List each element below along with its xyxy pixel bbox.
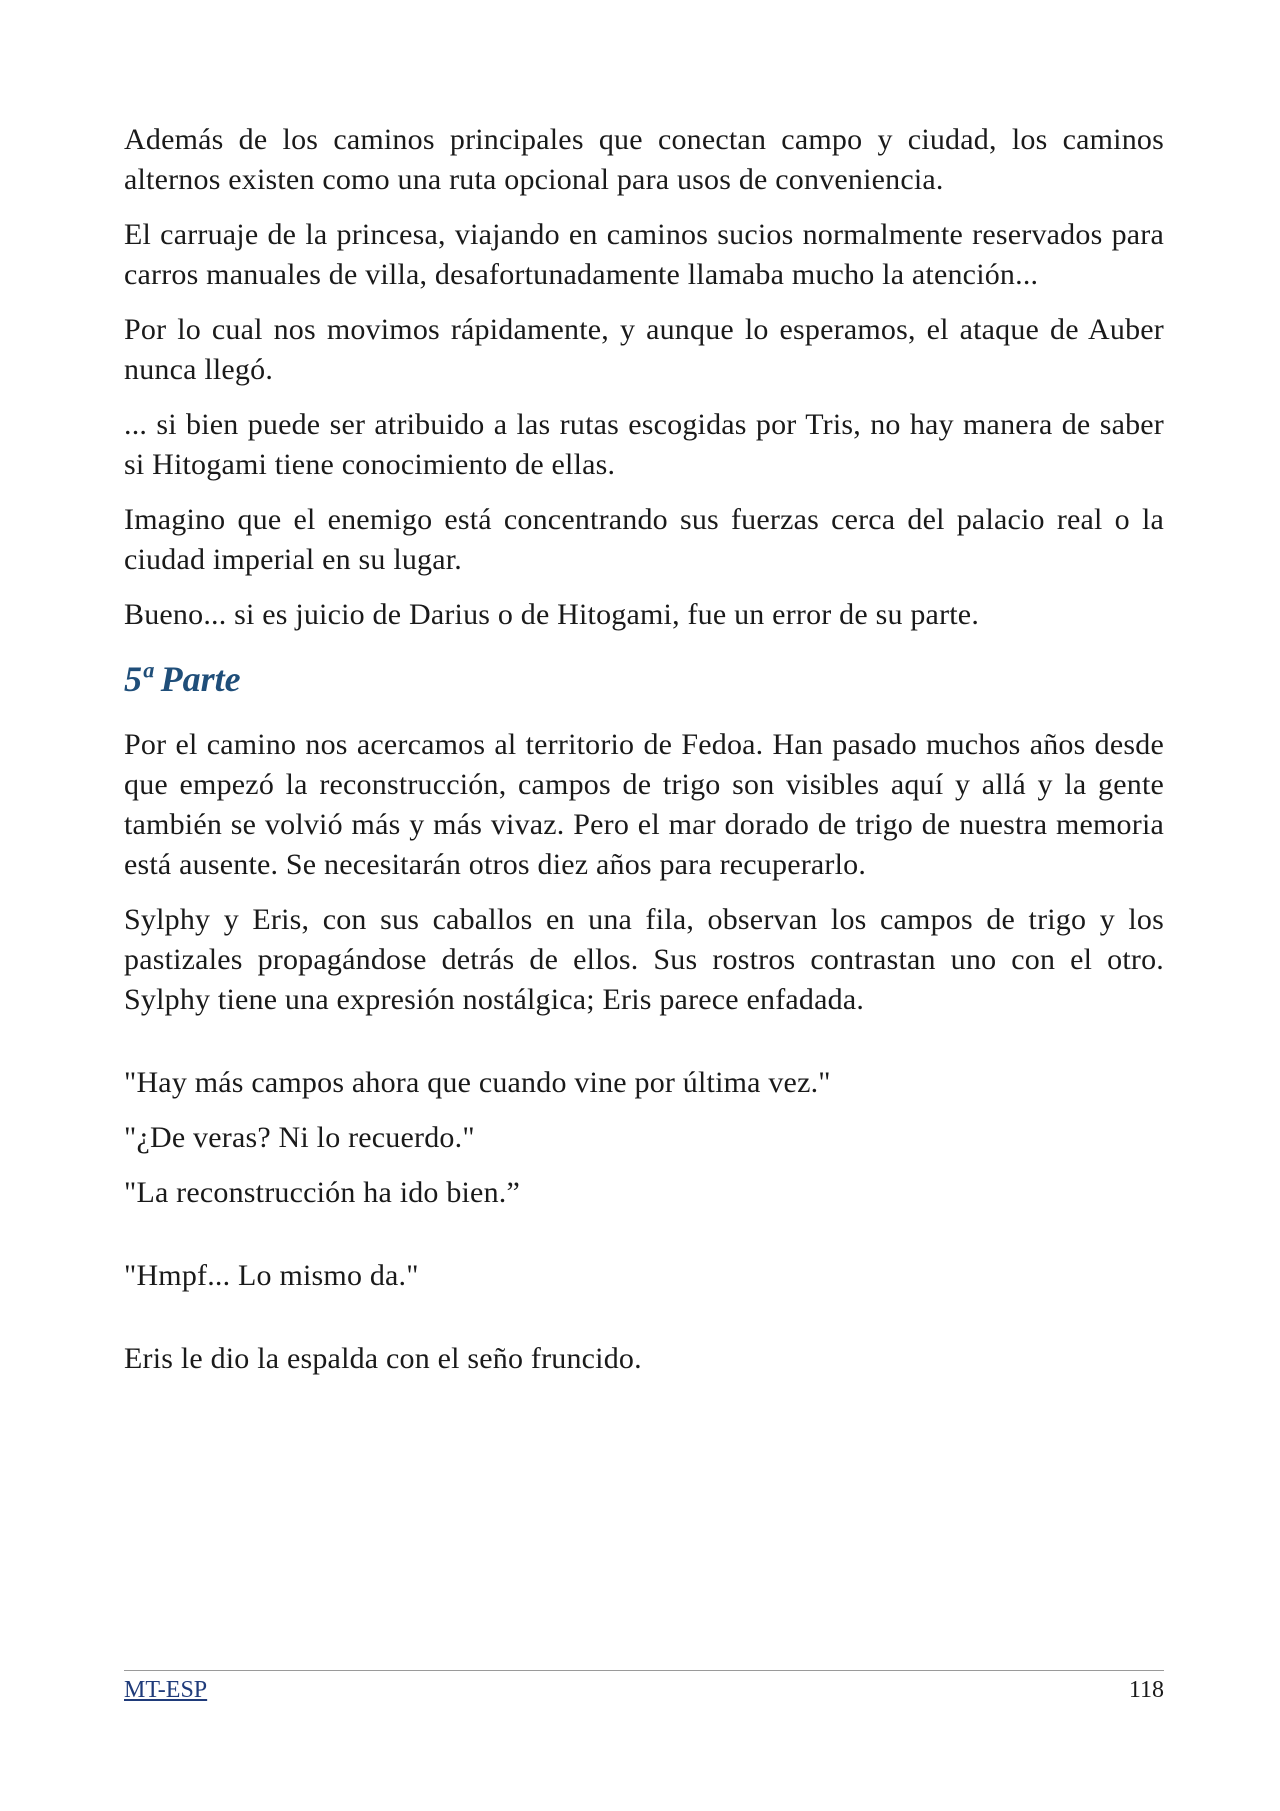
paragraph-7: Por el camino nos acercamos al territorio de Fedoa. Han pasado muchos años desde que empezó la reconstrucción, campos de trigo son visibles aquí y allá y la gente también se volvió más y más vivaz. Pero el mar dorado de trigo de nuestra memoria está ausente. Se necesitarán otros diez años para recuperarlo. bbox=[124, 728, 1164, 881]
paragraph-2: El carruaje de la princesa, viajando en caminos sucios normalmente reservados para carros manuales de villa, desafortunadamente llamaba mucho la atención... bbox=[124, 218, 1164, 291]
closing-paragraph: Eris le dio la espalda con el seño fruncido. bbox=[124, 1342, 642, 1375]
body-text bbox=[124, 120, 1164, 1379]
section-heading: 5ª Parte bbox=[124, 659, 241, 699]
dialogue-line-4: "Hmpf... Lo mismo da." bbox=[124, 1259, 419, 1292]
paragraph-8: Sylphy y Eris, con sus caballos en una fila, observan los campos de trigo y los pastizales propagándose detrás de ellos. Sus rostros contrastan uno con el otro. Sylphy tiene una expresión nostálgica; Eris parece enfadada. bbox=[124, 903, 1164, 1016]
dialogue-line-1: "Hay más campos ahora que cuando vine por última vez." bbox=[124, 1066, 831, 1099]
dialogue-line-2: "¿De veras? Ni lo recuerdo." bbox=[124, 1121, 475, 1154]
dialogue-line-3: "La reconstrucción ha ido bien.” bbox=[124, 1176, 520, 1209]
paragraph-1: Además de los caminos principales que conectan campo y ciudad, los caminos alternos existen como una ruta opcional para usos de conveniencia. bbox=[124, 123, 1164, 196]
paragraph-5: Imagino que el enemigo está concentrando sus fuerzas cerca del palacio real o la ciudad imperial en su lugar. bbox=[124, 503, 1164, 576]
paragraph-3: Por lo cual nos movimos rápidamente, y aunque lo esperamos, el ataque de Auber nunca llegó. bbox=[124, 313, 1164, 386]
page-number: 118 bbox=[1128, 1677, 1164, 1703]
page-footer bbox=[124, 1670, 1164, 1707]
paragraph-6: Bueno... si es juicio de Darius o de Hitogami, fue un error de su parte. bbox=[124, 598, 980, 631]
paragraph-4: ... si bien puede ser atribuido a las rutas escogidas por Tris, no hay manera de saber si Hitogami tiene conocimiento de ellas. bbox=[124, 408, 1164, 481]
footer-link[interactable]: MT-ESP bbox=[124, 1677, 208, 1703]
